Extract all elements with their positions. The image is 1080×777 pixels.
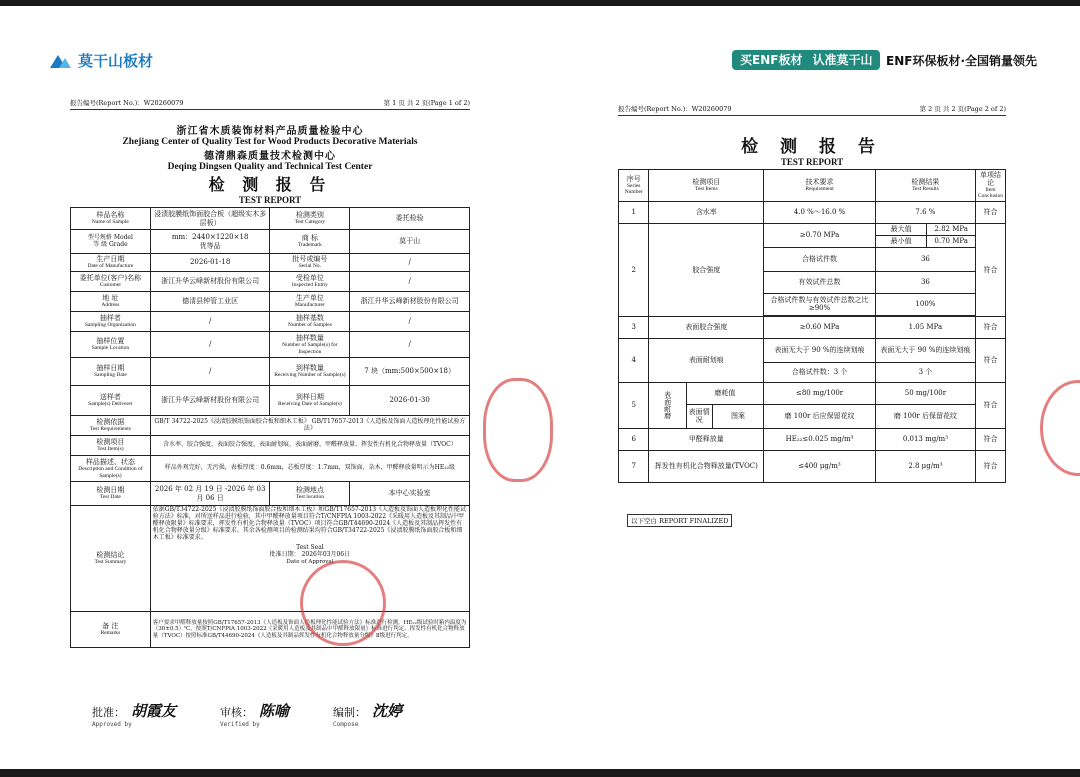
test-item: 表面耐划痕 <box>649 338 764 382</box>
result: 表面无大于 90 %的连续划痕 <box>875 338 975 362</box>
col-header: 检测项目 <box>692 178 721 187</box>
requirement: ≥0.60 MPa <box>764 316 876 338</box>
test-item: 胶合强度 <box>649 223 764 316</box>
requirement: HE₂₂≤0.025 mg/m³ <box>764 428 876 450</box>
label: 到样日期 <box>295 393 324 402</box>
signature-row <box>92 700 402 728</box>
remarks: 客户要求甲醛释放量按照GB/T17657-2013《人造板及饰面人造板理化性能试验方法》标准进行检测。HE₂₂级试验时箱内温度为（30±0.5）℃，按照T/CNFPIA 1003-2022《采暖用人造板及其制品中甲醛释放限量》标准进行判定。挥发性有机化合物释放量（TVOC）按照标准GB/T44690-2024《人造板及其制品挥发性有机化合物释放量分级》Ⅱ级进行判定。 <box>150 612 469 648</box>
result: 1.05 MPa <box>875 316 975 338</box>
result-label: 最大值 <box>875 223 927 235</box>
label-en: Date of Manufacture <box>87 263 134 270</box>
label: 等 级 Grade <box>93 240 128 248</box>
compose-signature <box>333 700 402 728</box>
center-name-cn: 浙江省木质装饰材料产品质量检验中心 <box>176 126 364 137</box>
top-border <box>0 0 1080 6</box>
address: 德清县钟管工业区 <box>150 292 270 312</box>
model: mm：2440×1220×18 <box>171 233 249 242</box>
badge-right: 认准莫干山 <box>812 53 873 67</box>
test-item: 表面胶合强度 <box>649 316 764 338</box>
num-inspection: / <box>350 332 470 358</box>
sample-name: 浸渍胶膜纸饰面胶合板（超级实木多层板） <box>150 208 270 230</box>
result: 0.70 MPa <box>927 235 975 247</box>
test-location: 本中心实验室 <box>350 482 470 506</box>
row-number: 6 <box>619 428 649 450</box>
label: 委托单位(客户)名称 <box>79 274 142 283</box>
sub-item: 表面情况 <box>686 404 712 428</box>
label: 送样者 <box>99 393 121 402</box>
requirement: 4.0 %～16.0 % <box>764 201 876 223</box>
label-en: Remarks <box>100 630 121 637</box>
requirement: 合格试件数与有效试件总数之比≥90% <box>764 293 876 315</box>
receiving-number: 7 块（mm:500×500×18） <box>350 358 470 386</box>
label-en: Test Item(s) <box>97 446 124 453</box>
approved-label-en: Approved by <box>92 721 132 728</box>
compose-label-en: Compose <box>333 721 359 728</box>
label: 样品名称 <box>96 211 125 220</box>
page-info: 第 1 页 共 2 页(Page 1 of 2) <box>383 99 470 107</box>
col-header-en: Requirement <box>805 186 834 193</box>
requirement: 磨 100r 后应保留花纹 <box>764 404 876 428</box>
test-summary: 依据GB/T34722-2025《浸渍胶膜纸饰面胶合板和细木工板》和GB/T17657-2013《人造板及饰面人造板理化性能试验方法》标准，对所送样品进行检验，其中甲醛释放量项目符合T/CNFPIA 1003-2022《采暖用人造板及其制品中甲醛释放限量》标准要求，挥发性有机化合物释放量（TVOC）项目符合GB/T44690-2024《人造板及其制品挥发性有机化合物释放量分级》标准要求。其余各检测项目的检测结果均符合GB/T34722-2025《浸渍胶膜纸饰面胶合板和细木工板》标准要求。 <box>152 506 467 541</box>
num-samples: / <box>350 312 470 332</box>
label-en: Serial No. <box>298 263 322 270</box>
tagline: ENF环保板材·全国销量领先 <box>886 54 1037 68</box>
test-item: 表面耐磨 <box>649 382 686 428</box>
test-results-table <box>618 169 1006 483</box>
label-en: Test location <box>295 494 324 501</box>
conclusion: 符合 <box>975 338 1005 382</box>
report-title-cn: 检 测 报 告 <box>208 175 332 194</box>
test-items: 含水率、胶合强度、表面胶合强度、表面耐划痕、表面耐磨、甲醛释放量、挥发性有机化合物释放量（TVOC） <box>150 436 469 456</box>
page2-meta <box>618 104 1006 116</box>
approver-handwriting: 胡霞友 <box>131 702 177 720</box>
test-date: 2026 年 02 月 19 日 -2026 年 03 月 06 日 <box>150 482 270 506</box>
col-header: 技术要求 <box>805 178 834 187</box>
verified-label: 审核： <box>220 706 254 719</box>
label: 抽样日期 <box>96 364 125 373</box>
cross-page-seal-stamp <box>483 378 553 482</box>
requirement: ≤400 μg/m³ <box>764 450 876 482</box>
deliverer: 浙江升华云峰新材股份有限公司 <box>150 386 270 416</box>
report-finalized-label: 以下空白 REPORT FINALIZED <box>627 514 732 527</box>
label: 检测地点 <box>295 486 324 495</box>
label-en: Description and Condition of Sample(s) <box>78 466 143 479</box>
brand-logo <box>50 50 153 71</box>
conclusion: 符合 <box>975 428 1005 450</box>
brand-name: 莫干山板材 <box>78 52 154 70</box>
col-header-en: Series Number <box>624 183 643 196</box>
center2-name-en: Deqing Dingsen Quality and Technical Test Center <box>167 162 373 172</box>
requirement: ≤80 mg/100r <box>764 382 876 404</box>
result: 36 <box>875 271 975 293</box>
inspected-entity: / <box>350 272 470 292</box>
report-page-1 <box>70 98 470 648</box>
label: 样品描述、状态 <box>85 458 135 467</box>
sub-item: 图案 <box>712 404 763 428</box>
report-page-2 <box>618 104 1006 483</box>
label: 生产单位 <box>295 294 324 303</box>
report-number: 报告编号(Report No.)：W20260079 <box>618 105 732 113</box>
table-row <box>619 428 1006 450</box>
result: 50 mg/100r <box>875 382 975 404</box>
result-label: 最小值 <box>875 235 927 247</box>
sub-item: 磨耗值 <box>686 382 764 404</box>
conclusion: 符合 <box>975 450 1005 482</box>
table-row <box>619 450 1006 482</box>
requirement: 合格试件数 <box>764 247 876 271</box>
test-item: 甲醛释放量 <box>649 428 764 450</box>
requirement: 表面无大于 90 %的连续划痕 <box>764 338 876 362</box>
manufacturer: 浙江升华云峰新材股份有限公司 <box>350 292 470 312</box>
label: 检测日期 <box>96 486 125 495</box>
sampling-date: / <box>150 358 270 386</box>
conclusion: 符合 <box>975 223 1005 316</box>
row-number: 1 <box>619 201 649 223</box>
table-row <box>619 201 1006 223</box>
sample-description: 样品外观完好，无污损，表板厚度：0.6mm，芯板厚度：1.7mm，双饰面，杂木，甲醛释放量明示为HE₂₂级 <box>150 456 469 482</box>
col-header: 检测结果 <box>911 178 940 187</box>
label: 受检单位 <box>295 274 324 283</box>
verifier-handwriting: 陈喻 <box>259 702 290 720</box>
label: 抽样者 <box>99 314 121 323</box>
label-en: Sampling Date <box>93 372 127 379</box>
label: 备 注 <box>102 622 119 631</box>
label: 生产日期 <box>96 255 125 264</box>
result: 100% <box>875 293 975 315</box>
table-row <box>619 338 1006 362</box>
requirement: ≥0.70 MPa <box>764 223 876 247</box>
page1-meta <box>70 98 470 110</box>
label-en: Customer <box>99 282 122 289</box>
row-number: 4 <box>619 338 649 382</box>
label: 地 址 <box>102 294 119 303</box>
label-en: Name of Sample <box>91 219 129 226</box>
test-category: 委托检验 <box>350 208 470 230</box>
col-header-en: Item Conclusion <box>977 187 1003 200</box>
cross-page-seal-stamp-right <box>1040 380 1080 476</box>
manufacture-date: 2026-01-18 <box>150 254 270 272</box>
col-header: 单项结论 <box>979 171 1001 188</box>
label: 到样数量 <box>295 364 324 373</box>
report-title-en: TEST REPORT <box>238 195 302 205</box>
row-number: 7 <box>619 450 649 482</box>
col-header-en: Test Items <box>694 186 718 193</box>
approval-date: 批准日期： 2026年03月06日 <box>269 551 351 559</box>
center-name-en: Zhejiang Center of Quality Test for Wood Products Decorative Materials <box>122 137 418 147</box>
label-en: Receiving Date of Sample(s) <box>278 401 342 408</box>
requirement: 合格试件数：3 个 <box>764 362 876 382</box>
approved-signature <box>92 700 176 728</box>
receiving-date: 2026-01-30 <box>350 386 470 416</box>
bottom-border <box>0 769 1080 777</box>
label-en: Test Requirements <box>89 426 131 433</box>
label-en: Number of Samples <box>287 322 332 329</box>
result: 36 <box>875 247 975 271</box>
label: 抽样数量 <box>295 334 324 343</box>
test-item: 挥发性有机化合物释放量(TVOC) <box>649 450 764 482</box>
result: 磨 100r 后保留花纹 <box>875 404 975 428</box>
label-en: Sample Location <box>91 345 130 352</box>
label-en: Test Date <box>99 494 121 501</box>
label: 批号或编号 <box>292 255 328 264</box>
label: 检测结论 <box>96 551 125 560</box>
label-en: Inspected Entity <box>291 282 328 289</box>
result: 3 个 <box>875 362 975 382</box>
table-row <box>619 223 1006 235</box>
sample-location: / <box>150 332 270 358</box>
center2-name-cn: 德清鼎森质量技术检测中心 <box>204 151 336 162</box>
grade: 优等品 <box>199 241 221 250</box>
table-row <box>619 316 1006 338</box>
report-number: 报告编号(Report No.)：W20260079 <box>70 99 184 107</box>
conclusion: 符合 <box>975 316 1005 338</box>
trademark: 莫干山 <box>350 230 470 254</box>
badge-left: 买ENF板材 <box>740 53 803 67</box>
label-en: Address <box>101 302 120 309</box>
col-header-en: Test Results <box>912 186 939 193</box>
serial-no: / <box>350 254 470 272</box>
label-en: Sample(s) Deliverer <box>88 401 133 408</box>
mountain-logo-icon <box>50 53 72 69</box>
verified-signature <box>220 700 289 728</box>
label-en: Sampling Organization <box>84 322 136 329</box>
slogan-badge <box>732 50 880 70</box>
label: 抽样基数 <box>295 314 324 323</box>
label-en: Test Category <box>294 219 326 226</box>
label-en: Trademark <box>297 242 322 249</box>
sample-info-table <box>70 207 470 648</box>
table-row <box>619 382 1006 404</box>
label-en: Receiving Number of Sample(s) <box>274 372 346 379</box>
test-seal-label: Test Seal <box>296 544 324 552</box>
result: 2.82 MPa <box>927 223 975 235</box>
result: 2.8 μg/m³ <box>875 450 975 482</box>
test-item: 含水率 <box>649 201 764 223</box>
composer-handwriting: 沈婷 <box>372 702 403 720</box>
col-header: 序号 <box>626 175 641 184</box>
label: 型号规格 Model <box>87 233 133 241</box>
result: 0.013 mg/m³ <box>875 428 975 450</box>
result: 7.6 % <box>875 201 975 223</box>
label-en: Test Summary <box>94 559 127 566</box>
approval-date-en: Date of Approval <box>286 559 334 566</box>
approved-label: 批准： <box>92 706 125 719</box>
report-title-en: TEST REPORT <box>780 157 844 167</box>
customer: 浙江升华云峰新材股份有限公司 <box>150 272 270 292</box>
report-title-cn: 检 测 报 告 <box>741 137 883 157</box>
row-number: 2 <box>619 223 649 316</box>
row-number: 3 <box>619 316 649 338</box>
label: 检测项目 <box>96 438 125 447</box>
verified-label-en: Verified by <box>220 721 260 728</box>
page-info: 第 2 页 共 2 页(Page 2 of 2) <box>919 105 1006 113</box>
requirement: 有效试件总数 <box>764 271 876 293</box>
conclusion: 符合 <box>975 201 1005 223</box>
test-requirements: GB/T 34722-2025《浸渍胶膜纸饰面胶合板和细木工板》 GB/T17657-2013《人造板及饰面人造板理化性能试验方法》 <box>150 416 469 436</box>
sampling-org: / <box>150 312 270 332</box>
official-seal-stamp <box>300 560 386 646</box>
label: 抽样位置 <box>96 337 125 346</box>
compose-label: 编制： <box>333 706 367 719</box>
conclusion: 符合 <box>975 382 1005 428</box>
row-number: 5 <box>619 382 649 428</box>
label-en: Number of Sample(s) for Inspection <box>282 342 338 355</box>
label: 检测依据 <box>96 418 125 427</box>
label: 商 标 <box>301 234 318 243</box>
label-en: Manufacturer <box>294 302 325 309</box>
label: 检测类别 <box>295 211 324 220</box>
